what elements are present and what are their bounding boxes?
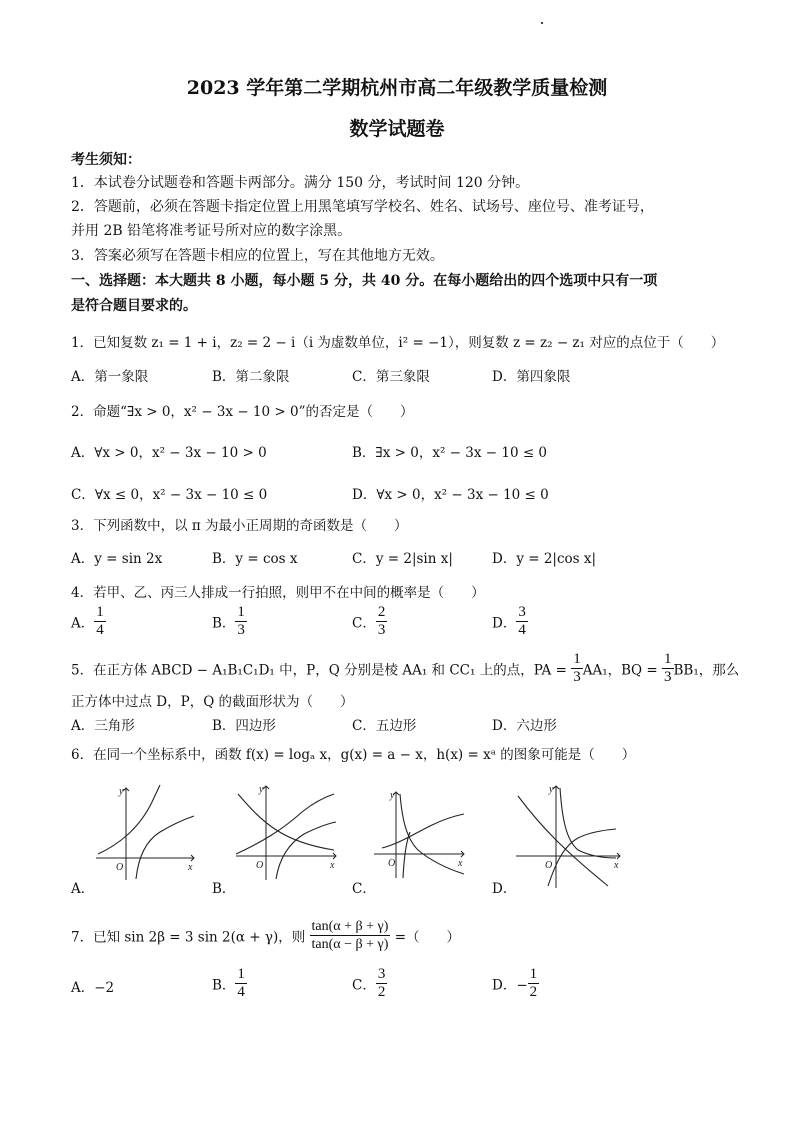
graph-d-origin: O	[545, 860, 553, 871]
page-subtitle: 数学试题卷	[349, 118, 445, 140]
q4-option-b	[212, 604, 247, 639]
q5-option-a: A．三角形	[71, 718, 135, 734]
q6-option-d: D．	[492, 881, 517, 897]
q2-option-d: D．∀x > 0，x² − 3x − 10 ≤ 0	[352, 487, 549, 503]
graph-a-y-label: y	[119, 786, 124, 797]
q6-graph-c	[370, 788, 470, 880]
q3-option-d: D．y = 2|cos x|	[492, 551, 597, 567]
graph-b-y-label: y	[259, 784, 264, 795]
section-heading-cont: 是符合题目要求的。	[71, 298, 197, 314]
question-3-stem: 3．下列函数中，以 π 为最小正周期的奇函数是（ ）	[71, 518, 408, 534]
q4-fraction-a: $\frac{1}{4}$	[96, 604, 104, 638]
q3-option-c: C．y = 2|sin x|	[352, 551, 453, 567]
q7-option-c	[352, 966, 387, 1001]
q4-option-a	[71, 604, 106, 639]
q4-option-d	[492, 604, 528, 639]
question-1-stem: 1．已知复数 z₁ = 1 + i，z₂ = 2 − i（i 为虚数单位，i² = −1），则复数 z = z₂ − z₁ 对应的点位于（ ）	[71, 335, 725, 351]
q7-option-d	[492, 966, 539, 1001]
graph-d-x-label: x	[614, 860, 619, 871]
question-6-stem: 6．在同一个坐标系中，函数 f(x) = logₐ x，g(x) = a − x，h(x) = xᵃ 的图象可能是（ ）	[71, 747, 636, 763]
q7-letter-c: C．	[352, 977, 376, 994]
q4-fraction-b: $\frac{1}{3}$	[237, 604, 245, 638]
q5-option-d: D．六边形	[492, 718, 557, 734]
q5-fraction-pa: $\frac{1}{3}$	[573, 651, 581, 685]
q7-fraction-c: $\frac{3}{2}$	[377, 966, 386, 1000]
page-title: 2023 学年第二学期杭州市高二年级教学质量检测	[186, 77, 608, 99]
q6-graph-d	[512, 782, 622, 890]
question-5-stem: 5．在正方体 ABCD − A₁B₁C₁D₁ 中，P，Q 分别是棱 AA₁ 和 CC₁ 上的点，PA = $\frac{1}{3}$ AA₁，BQ = $\frac{1}{3}$ BB₁，那么	[71, 651, 740, 685]
q2-option-b: B．∃x > 0，x² − 3x − 10 ≤ 0	[352, 445, 548, 461]
q6-option-c: C．	[352, 881, 376, 897]
q5-fraction-bq: $\frac{1}{3}$	[664, 651, 672, 685]
q4-letter-c: C．	[352, 615, 376, 632]
scan-mark	[541, 22, 543, 24]
notice-item-2-cont: 并用 2B 铅笔将准考证号所对应的数字涂黑。	[71, 223, 352, 239]
q4-fraction-d: $\frac{3}{4}$	[518, 604, 526, 638]
q7-letter-b: B．	[212, 977, 236, 994]
notice-item-3: 3．答案必须写在答题卡相应的位置上，写在其他地方无效。	[71, 248, 444, 264]
question-2-stem: 2．命题“∃x > 0，x² − 3x − 10 > 0”的否定是（ ）	[71, 404, 414, 420]
q6-graph-a	[90, 782, 200, 882]
q2-option-a: A．∀x > 0，x² − 3x − 10 > 0	[71, 445, 267, 461]
q6-graph-b	[232, 782, 342, 882]
graph-c-y-label: y	[390, 790, 395, 801]
q1-option-b: B．第二象限	[212, 369, 290, 385]
question-5-stem-cont: 正方体中过点 D，P，Q 的截面形状为（ ）	[71, 694, 354, 710]
q4-letter-d: D．	[492, 615, 517, 632]
graph-a-origin: O	[116, 862, 124, 873]
q1-option-a: A．第一象限	[71, 369, 149, 385]
q7-fraction-b: $\frac{1}{4}$	[237, 966, 245, 1000]
notice-item-1: 1．本试卷分试题卷和答题卡两部分。满分 150 分，考试时间 120 分钟。	[71, 175, 530, 191]
q3-option-a: A．y = sin 2x	[71, 551, 163, 567]
q1-option-c: C．第三象限	[352, 369, 430, 385]
q1-option-d: D．第四象限	[492, 369, 571, 385]
q6-option-b: B．	[212, 881, 236, 897]
q6-option-a: A．	[71, 881, 95, 897]
q7-option-b	[212, 966, 247, 1001]
section-heading: 一、选择题：本大题共 8 小题，每小题 5 分，共 40 分。在每小题给出的四个选项中只有一项	[71, 273, 658, 289]
graph-a-x-label: x	[188, 862, 193, 873]
q2-option-c: C．∀x ≤ 0，x² − 3x − 10 ≤ 0	[71, 487, 268, 503]
q7-ratio-fraction: $\frac{\tan(\alpha + \beta + \gamma)}{\tan(\alpha - \beta + \gamma)}$	[311, 919, 389, 952]
question-7-stem: 7．已知 sin 2β = 3 sin 2(α + γ)，则 $\frac{\tan(\alpha + \beta + \gamma)}{\tan(\alpha - \beta + \gamma)}$ =（ ）	[71, 919, 460, 952]
q4-letter-b: B．	[212, 615, 236, 632]
q4-letter-a: A．	[71, 615, 95, 632]
q5-option-c: C．五边形	[352, 718, 417, 734]
q7-option-a: A．−2	[71, 980, 115, 996]
graph-c-x-label: x	[458, 858, 463, 869]
notice-heading: 考生须知：	[71, 152, 141, 168]
graph-c-origin: O	[388, 858, 396, 869]
q7-letter-d: D．−	[492, 977, 528, 994]
notice-item-2: 2．答题前，必须在答题卡指定位置上用黑笔填写学校名、姓名、试场号、座位号、准考证号，	[71, 199, 654, 215]
question-4-stem: 4．若甲、乙、丙三人排成一行拍照，则甲不在中间的概率是（ ）	[71, 585, 485, 601]
graph-b-origin: O	[256, 860, 264, 871]
q4-option-c	[352, 604, 387, 639]
q3-option-b: B．y = cos x	[212, 551, 298, 567]
q4-fraction-c: $\frac{2}{3}$	[377, 604, 386, 638]
graph-b-x-label: x	[330, 860, 335, 871]
q7-fraction-d: $\frac{1}{2}$	[529, 966, 538, 1000]
graph-d-y-label: y	[549, 784, 554, 795]
q5-option-b: B．四边形	[212, 718, 276, 734]
